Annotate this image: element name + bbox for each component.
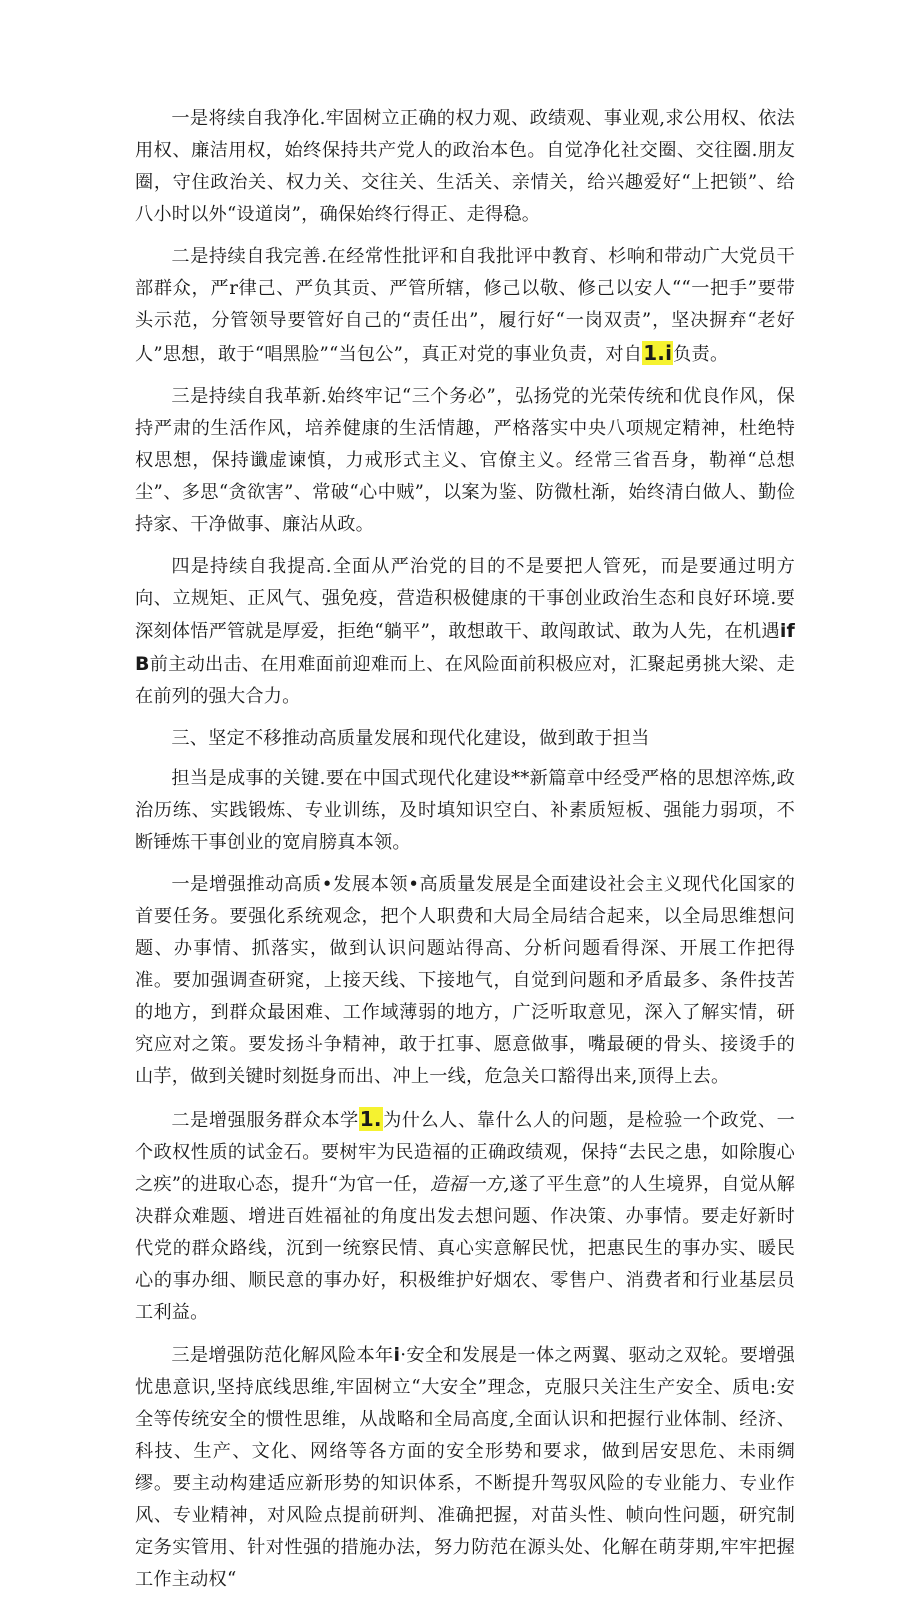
- highlighted-ocr-artifact: 1.: [359, 1107, 382, 1131]
- text-run: 前主动出击、在用难面前迎难而上、在风险面前积极应对，汇聚起勇挑大梁、走在前列的强大合力。: [135, 654, 795, 707]
- text-run: 负责。: [673, 344, 729, 365]
- paragraph-serve-masses: [135, 1103, 795, 1329]
- text-run: 为什么人、靠什么人的问题，是检验一个政党、一个政权性质的试金石。要树牢为民造福的正确政绩观，保持“去民之患，如除腹心之疾”的进取心态，提升“为官一任，: [135, 1110, 795, 1195]
- text-run: 三是增强防范化解风险本年: [171, 1345, 394, 1366]
- paragraph-risk-prevention: [135, 1339, 795, 1596]
- section-heading-three: 三、坚定不移推动高质量发展和现代化建设，做到敢于担当: [171, 728, 650, 749]
- text-run: 遂了平生意”的人生境界，自觉从解决群众难题、增进百姓福祉的角度出发去想问题、作决策、办事情。要走好新时代党的群众路线，沉到一统察民情、真心实意解民忧，把惠民生的事办实、暖民心的事办细、顺民意的事办好，积极维护好烟农、零售户、消费者和行业基层员工利益。: [135, 1174, 795, 1323]
- text-run: 四是持续自我提高.全面从严治党的目的不是要把人管死，而是要通过明方向、立规矩、正风气、强免疫，营造积极健康的干事创业政治生态和良好环境.要深刻体悟严管就是厚爱，拒绝“躺平”，敢想敢干、敢闯敢试、敢为人先，在机遇: [135, 556, 795, 642]
- paragraph-responsibility: 担当是成事的关键.要在中国式现代化建设**新篇章中经受严格的思想淬炼,政治历练、实践锻炼、专业训练，及时填知识空白、补素质短板、强能力弱项，不断锤炼干事创业的宽肩膀真本领。: [135, 768, 795, 853]
- paragraph-self-enhancement: [135, 551, 795, 713]
- ocr-artifact: ifB: [135, 620, 795, 675]
- text-run: ·安全和发展是一体之两翼、驱动之双轮。要增强忧患意识,坚持底线思维,牢固树立“大安全”理念，克服只关注生产安全、质电:安全等传统安全的惯性思维，从战略和全局高度,全面认识和把握行业体制、经济、科技、生产、文化、网络等各方面的安全形势和要求，做到居安思危、未雨绸缪。要主动构建适应新形势的知识体系，不断提升驾驭风险的专业能力、专业作风、专业精神，对风险点提前研判、准确把握，对苗头性、帧向性问题，研究制定务实管用、针对性强的措施办法，努力防范在源头处、化解在萌芽期,牢牢把握工作主动权“: [135, 1345, 796, 1590]
- paragraph-self-purification: 一是将续自我净化.牢固树立正确的权力观、政绩观、事业观,求公用权、依法用权、廉洁用权，始终保持共产党人的政治本色。自觉净化社交圈、交往圈.朋友圈，守住政治关、权力关、交往关、生活关、亲情关，给兴趣爱好“上把锁”、给八小时以外“设道岗”，确保始终行得正、走得稳。: [135, 108, 795, 225]
- ocr-artifact: i: [393, 1344, 401, 1366]
- text-run: 二是增强服务群众本学: [171, 1110, 359, 1131]
- highlighted-ocr-artifact: 1.i: [643, 341, 673, 365]
- document-body: [135, 103, 795, 1606]
- italic-text-run: 造福一方,: [429, 1174, 510, 1195]
- paragraph-self-renewal: 三是持续自我革新.始终牢记“三个务必”，弘扬党的光荣传统和优良作风，保持严肃的生活作风，培养健康的生活情趣，严格落实中央八项规定精神，杜绝特权思想，保持谶虚谏慎，力戒形式主义、官僚主义。经常三省吾身，勒禅“总想尘”、多思“贪欲害”、常破“心中贼”，以案为鉴、防微杜渐，始终清白做人、勤俭持家、干净做事、廉沾从政。: [135, 386, 795, 535]
- paragraph-self-improvement: [135, 241, 795, 371]
- paragraph-development-ability: 一是增强推动高质•发展本领•高质量发展是全面建设社会主义现代化国家的首要任务。要强化系统观念，把个人职费和大局全局结合起来，以全局思维想问题、办事情、抓落实，做到认识问题站得高、分析问题看得深、开展工作把得准。要加强调查研窕，上接天线、下接地气，自觉到问题和矛盾最多、条件技苦的地方，到群众最困难、工作域薄弱的地方，广泛听取意见，深入了解实情，研究应对之策。要发扬斗争精神，敢于扛事、愿意做事，嘴最硬的骨头、接烫手的山芋，做到关键时刻挺身而出、冲上一线，危急关口豁得出来,顶得上去。: [135, 874, 795, 1087]
- text-run: 二是持续自我完善.在经常性批评和自我批评中教育、杉响和带动广大党员干部群众，严r律己、严负其贡、严管所辖，修己以敬、修己以安人““一把手”要带头示范，分管领导要管好自己的“责任出”，履行好“一岗双责”，坚决摒弃“老好人”思想，敢于“唱黑脸”“当包公”，真正对党的事业负责，对自: [135, 246, 795, 365]
